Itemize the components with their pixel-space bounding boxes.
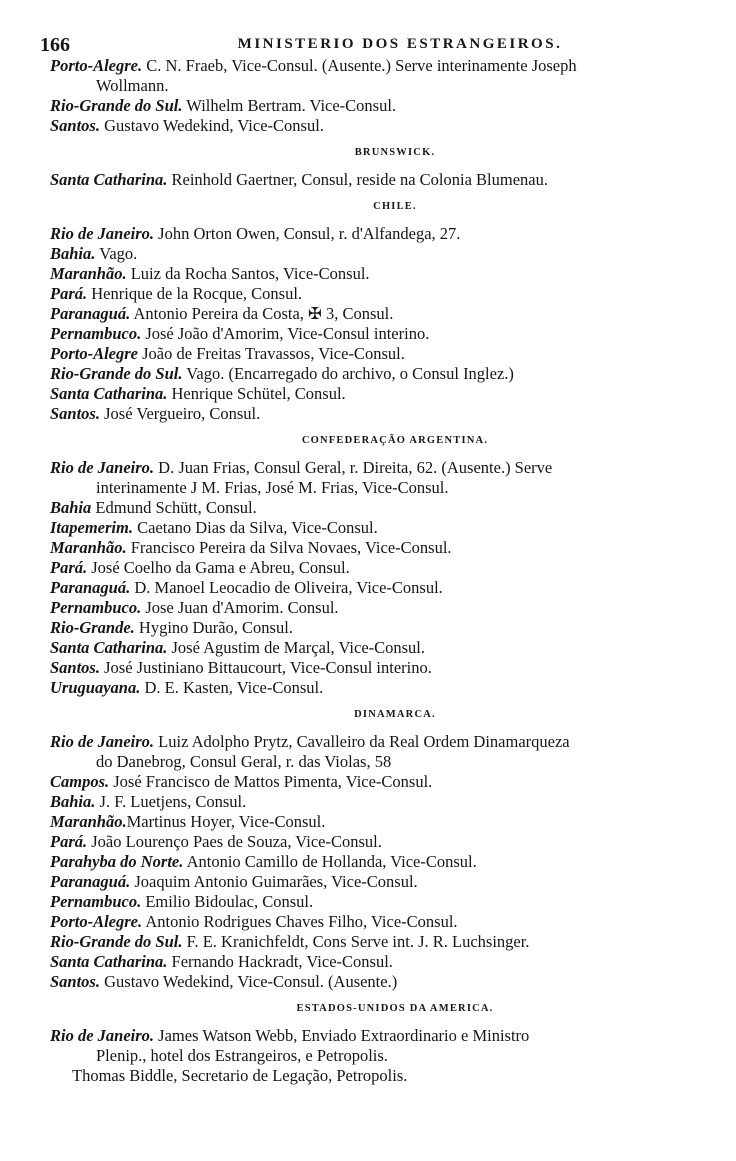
entry-text: Francisco Pereira da Silva Novaes, Vice-Consul. [126,538,452,557]
consul-entry [50,638,730,658]
place-name: Paranaguá. [50,304,131,323]
consul-entry [50,812,730,832]
consul-entry [50,538,730,558]
entry-text: Antonio Camillo de Hollanda, Vice-Consul. [183,852,477,871]
consul-entry [50,772,730,792]
place-name: Santa Catharina. [50,170,168,189]
entry-continuation [50,752,730,772]
place-name: Bahia. [50,792,96,811]
place-name: Bahia. [50,244,96,263]
consul-entry [50,952,730,972]
consul-entry [50,324,730,344]
place-name: Porto-Alegre [50,344,138,363]
page-header [40,34,720,56]
consul-entry [50,170,730,190]
entry-text: Caetano Dias da Silva, Vice-Consul. [132,518,378,537]
entry-text: Thomas Biddle, Secretario de Legação, Petropolis. [72,1066,408,1085]
consul-entry [50,658,730,678]
entry-text: José Coelho da Gama e Abreu, Consul. [87,558,350,577]
entry-text: Vago. [95,244,138,263]
entry-text: interinamente J M. Frias, José M. Frias, Vice-Consul. [96,478,449,497]
entry-text: Joaquim Antonio Guimarães, Vice-Consul. [130,872,418,891]
section-heading: ESTADOS-UNIDOS DA AMERICA. [296,1003,494,1014]
entry-text: John Orton Owen, Consul, r. d'Alfandega, 27. [154,224,461,243]
page-number: 166 [40,34,70,56]
consul-entry [50,224,730,244]
consul-entry [50,304,730,324]
consul-entry [50,116,730,136]
entry-text: F. E. Kranichfeldt, Cons Serve int. J. R. Luchsinger. [182,932,530,951]
place-name: Rio-Grande. [50,618,135,637]
place-name: Maranhão. [50,812,127,831]
entry-text: Edmund Schütt, Consul. [91,498,257,517]
place-name: Santa Catharina. [50,384,168,403]
entry-text: Fernando Hackradt, Vice-Consul. [167,952,393,971]
place-name: Santa Catharina. [50,638,168,657]
running-title: MINISTERIO DOS ESTRANGEIROS. [237,36,563,52]
place-name: Rio de Janeiro. [50,732,155,751]
place-name: Porto-Alegre. [50,912,143,931]
consul-entry [50,458,730,478]
entry-text: Plenip., hotel dos Estrangeiros, e Petropolis. [96,1046,388,1065]
place-name: Porto-Alegre. [50,56,143,75]
place-name: Paranaguá. [50,872,131,891]
consul-entry [50,1026,730,1046]
entry-text: José Justiniano Bittaucourt, Vice-Consul interino. [99,658,432,677]
place-name: Parahyba do Norte. [50,852,184,871]
entry-text: João Lourenço Paes de Souza, Vice-Consul. [87,832,382,851]
consul-entry [50,852,730,872]
consul-entry [50,284,730,304]
place-name: Itapemerim. [50,518,133,537]
consul-entry [50,732,730,752]
consul-entry [50,792,730,812]
entry-continuation [50,478,730,498]
entry-text: Hygino Durão, Consul. [134,618,293,637]
consul-entry [50,56,730,76]
entry-text: Jose Juan d'Amorim. Consul. [141,598,339,617]
entry-text: Vago. (Encarregado do archivo, o Consul Inglez.) [182,364,514,383]
section-heading: CHILE. [373,201,417,212]
consul-entry [50,244,730,264]
entry-text: Luiz Adolpho Prytz, Cavalleiro da Real Ordem Dinamarqueza [154,732,570,751]
consul-entry [50,598,730,618]
entry-text: D. Manoel Leocadio de Oliveira, Vice-Consul. [130,578,443,597]
entry-text: Wollmann. [96,76,169,95]
entry-text: James Watson Webb, Enviado Extraordinario e Ministro [154,1026,530,1045]
entry-text: José Agustim de Marçal, Vice-Consul. [167,638,426,657]
place-name: Paranaguá. [50,578,131,597]
place-name: Pará. [50,558,88,577]
consul-entry [50,872,730,892]
place-name: Santa Catharina. [50,952,168,971]
place-name: Rio de Janeiro. [50,1026,155,1045]
place-name: Rio-Grande do Sul. [50,96,183,115]
place-name: Pernambuco. [50,598,142,617]
entry-text: Henrique Schütel, Consul. [167,384,346,403]
place-name: Rio de Janeiro. [50,224,155,243]
section-heading: CONFEDERAÇÃO ARGENTINA. [301,435,489,446]
entry-text: Gustavo Wedekind, Vice-Consul. (Ausente.) [99,972,398,991]
consul-entry [50,578,730,598]
entry-text: Henrique de la Rocque, Consul. [87,284,303,303]
entry-text: Emilio Bidoulac, Consul. [141,892,314,911]
entry-text: João de Freitas Travassos, Vice-Consul. [138,344,405,363]
consul-entry [50,384,730,404]
entry-continuation [50,76,730,96]
consul-entry [50,932,730,952]
consul-entry [50,498,730,518]
section-heading: DINAMARCA. [354,709,436,720]
page-body [50,56,730,1086]
place-name: Pará. [50,284,88,303]
place-name: Santos. [50,658,100,677]
consul-entry [50,344,730,364]
section-heading: BRUNSWICK. [354,147,436,158]
entry-text: Reinhold Gaertner, Consul, reside na Colonia Blumenau. [167,170,548,189]
consul-entry [50,972,730,992]
place-name: Pará. [50,832,88,851]
entry-text: José João d'Amorim, Vice-Consul interino. [141,324,430,343]
entry-text: do Danebrog, Consul Geral, r. das Violas, 58 [96,752,392,771]
place-name: Pernambuco. [50,892,142,911]
consul-entry [50,618,730,638]
entry-text: J. F. Luetjens, Consul. [95,792,247,811]
place-name: Uruguayana. [50,678,141,697]
place-name: Rio-Grande do Sul. [50,932,183,951]
entry-text: C. N. Fraeb, Vice-Consul. (Ausente.) Serve interinamente Joseph [142,56,577,75]
entry-text: Antonio Rodrigues Chaves Filho, Vice-Consul. [142,912,458,931]
entry-text: Wilhelm Bertram. Vice-Consul. [182,96,397,115]
consul-entry [50,404,730,424]
place-name: Campos. [50,772,110,791]
place-name: Santos. [50,116,100,135]
consul-entry [50,96,730,116]
entry-text: D. Juan Frias, Consul Geral, r. Direita, 62. (Ausente.) Serve [154,458,553,477]
consul-entry [50,892,730,912]
entry-text: D. E. Kasten, Vice-Consul. [140,678,324,697]
consul-entry [50,264,730,284]
place-name: Santos. [50,972,100,991]
entry-text: José Francisco de Mattos Pimenta, Vice-Consul. [109,772,433,791]
consul-entry [50,518,730,538]
consul-entry [50,558,730,578]
place-name: Rio de Janeiro. [50,458,155,477]
consul-entry [50,678,730,698]
entry-text: Gustavo Wedekind, Vice-Consul. [99,116,324,135]
entry-continuation [50,1046,730,1066]
entry-text: Martinus Hoyer, Vice-Consul. [126,812,326,831]
place-name: Pernambuco. [50,324,142,343]
entry-text: Luiz da Rocha Santos, Vice-Consul. [126,264,370,283]
place-name: Maranhão. [50,538,127,557]
consul-entry [50,364,730,384]
place-name: Maranhão. [50,264,127,283]
place-name: Santos. [50,404,100,423]
entry-text: José Vergueiro, Consul. [99,404,261,423]
place-name: Rio-Grande do Sul. [50,364,183,383]
consul-entry [50,912,730,932]
consul-entry [50,832,730,852]
place-name: Bahia [50,498,92,517]
entry-continuation [50,1066,730,1086]
entry-text: Antonio Pereira da Costa, ✠ 3, Consul. [130,304,394,323]
